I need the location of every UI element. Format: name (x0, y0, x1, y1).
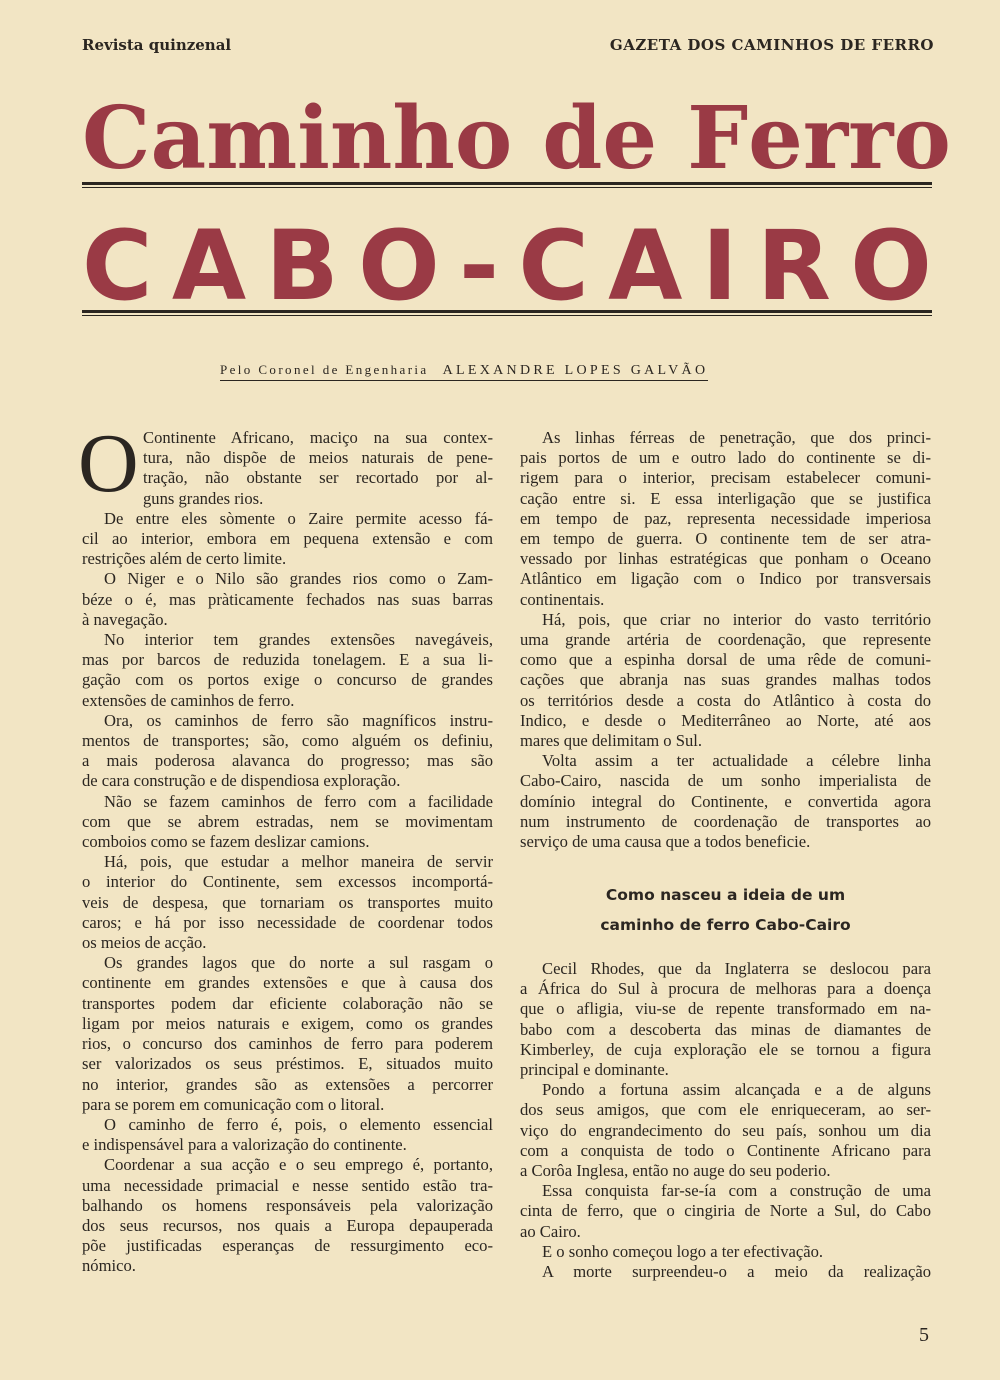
text-line: Não se fazem caminhos de ferro com a facilidade (104, 791, 493, 811)
text-line: o interior do Continente, sem excessos incomportá- (82, 872, 493, 892)
text-line: babo com a descoberta das minas de diamantes de (520, 1019, 931, 1039)
title-letter: O (358, 210, 440, 322)
text-line: Coordenar a sua acção e o seu emprego é, portanto, (104, 1155, 493, 1175)
text-line: veis de despesa, que tornariam os transportes muito (82, 892, 493, 912)
text-line: ligam por meios naturais e exigem, como os grandes (82, 1013, 493, 1033)
title-letter: o (893, 88, 951, 189)
text-line: para se porem em comunicação com o litoral. (82, 1094, 385, 1114)
title-letter: R (756, 210, 831, 322)
text-line: põe justificadas esperanças de ressurgimento eco- (82, 1236, 493, 1256)
text-line: rios, o concurso dos caminhos de ferro para poderem (82, 1034, 493, 1054)
text-line: mentos de transportes; são, como alguém os definiu, (82, 731, 493, 751)
text-line: Continente Africano, maciço na sua contex- (143, 428, 493, 447)
title-letter: d (542, 88, 603, 189)
title-letter: o (454, 88, 513, 189)
text-line: os territórios desde a costa do Atlântico à costa do (520, 690, 931, 710)
title-letter (657, 96, 687, 182)
byline-prefix: Pelo Coronel de Engenharia (220, 362, 429, 377)
title-rule-top (82, 182, 932, 188)
title-line-2 (82, 210, 932, 322)
text-line: Atlântico em ligação com o Indico por transversais (520, 569, 931, 589)
text-line: e indispensável para a valorização do continente. (82, 1135, 407, 1155)
byline-author: ALEXANDRE LOPES GALVÃO (442, 363, 709, 378)
title-letter: A (171, 210, 247, 322)
title-letter: i (297, 88, 330, 189)
title-letter: m (206, 88, 298, 189)
drop-cap: O (78, 417, 139, 510)
text-line: transportes podem dar eficiente colaboração não se (82, 993, 493, 1013)
text-line: dos seus recursos, nos quais a Europa depauperada (82, 1215, 493, 1235)
text-line: a África do Sul à procura de melhoras para a doença (520, 979, 931, 999)
text-line: cinta de ferro, que o cingiria de Norte a Sul, do Cabo (520, 1201, 931, 1221)
title-line-1 (82, 88, 951, 189)
text-line: em tempo de guerra. O continente tem de ser atra- (520, 529, 931, 549)
title-letter: C (82, 88, 151, 189)
running-header-left: Revista quinzenal (82, 36, 232, 54)
text-line: principal e dominante. (520, 1060, 669, 1080)
text-line: dos seus amigos, que com ele enriqueceram, ao ser- (520, 1100, 931, 1120)
section-heading-line-1: Como nasceu a ideia de um (605, 886, 846, 904)
title-letter: a (150, 88, 207, 189)
text-line: restrições além de certo limite. (82, 549, 287, 569)
title-letter: r (848, 88, 894, 189)
text-line: caros; e há por isso necessidade de coordenar todos (82, 912, 493, 932)
right-column-bottom (520, 959, 931, 1282)
text-line: pais portos de um e outro lado do continente se di- (520, 448, 931, 468)
text-line: a Corôa Inglesa, então no auge do seu poderio. (520, 1161, 831, 1181)
text-line: em tempo de paz, representa necessidade imperiosa (520, 508, 931, 528)
text-line: béze o é, mas pràticamente fechados nas suas barras (82, 589, 493, 609)
text-line: de cara construção e de dispendiosa exploração. (82, 771, 401, 791)
text-line: uma grande artéria de coordenação, que represente (520, 630, 931, 650)
text-line: Pondo a fortuna assim alcançada e a de alguns (542, 1080, 931, 1100)
text-line: Cecil Rhodes, que da Inglaterra se deslocou para (542, 959, 931, 978)
title-letter: C (82, 210, 153, 322)
title-letter: - (459, 210, 499, 322)
text-line: cações que abranja nas suas grandes malhas todos (520, 670, 931, 690)
right-column-body-2 (520, 959, 931, 1282)
text-line: mas por barcos de reduzida tonelagem. E a sua li- (82, 650, 493, 670)
text-line: continentais. (520, 589, 605, 609)
text-line: E o sonho começou logo a ter efectivação. (542, 1241, 824, 1261)
text-line: Cabo-Cairo, nascida de um sonho imperialista de (520, 771, 931, 791)
text-line: cil ao interior, embora em pequena extensão e com (82, 529, 493, 549)
text-line: De entre eles sòmente o Zaire permite acesso fá- (104, 508, 493, 528)
text-line: tura, não dispõe de meios naturais de pene- (143, 448, 493, 468)
text-line: como que a espinha dorsal de uma rêde de comuni- (520, 650, 931, 670)
text-line: ser valorizados os seus préstimos. E, situados muito (82, 1054, 493, 1074)
text-line: uma necessidade primacial e nesse sentido estão tra- (82, 1175, 493, 1195)
text-line: domínio integral do Continente, e convertida agora (520, 791, 931, 811)
title-letter: n (329, 88, 393, 189)
text-line: guns grandes rios. (143, 488, 264, 508)
text-line: tração, não obstante ser recortado por al- (143, 468, 493, 488)
text-line: vessado por linhas estratégicas que ponham o Oceano (520, 549, 931, 569)
section-heading-line-2: caminho de ferro Cabo-Cairo (600, 916, 851, 934)
text-line: Os grandes lagos que do norte a sul rasgam o (104, 953, 493, 973)
text-line: cação entre si. E essa interligação que se justifica (520, 488, 931, 508)
text-line: gação com os portos exige o concurso de grandes (82, 670, 493, 690)
text-line: As linhas férreas de penetração, que dos princi- (542, 428, 931, 447)
text-line: ao Cairo. (520, 1221, 581, 1241)
title-letter: F (687, 88, 749, 189)
text-line: Volta assim a ter actualidade a célebre linha (542, 751, 931, 771)
right-column-body (520, 428, 931, 852)
title-letter: O (850, 210, 932, 322)
title-letter: I (701, 210, 738, 322)
title-letter: e (602, 88, 658, 189)
text-line: no interior, grandes são as extensões a percorrer (82, 1074, 493, 1094)
text-line: O Niger e o Nilo são grandes rios como o Zam- (104, 569, 493, 589)
text-line: rigem para o interior, precisam estabelecer comuni- (520, 468, 931, 488)
title-letter: r (802, 88, 849, 189)
text-line: Há, pois, que estudar a melhor maneira de servir (104, 852, 493, 872)
running-header-right: GAZETA DOS CAMINHOS DE FERRO (609, 36, 934, 54)
text-line: continente em grandes extensões e que à causa dos (82, 973, 493, 993)
title-rule-bottom (82, 310, 932, 316)
title-letter: h (392, 88, 455, 189)
text-line: num instrumento de coordenação de transportes ao (520, 811, 931, 831)
text-line: Essa conquista far-se-ía com a construção de uma (542, 1181, 931, 1201)
title-letter: A (608, 210, 683, 322)
text-line: a mais poderosa alavanca do progresso; mas são (82, 751, 493, 771)
text-line: que o afligia, viu-se de repente transformado em na- (520, 999, 931, 1019)
title-letter: B (265, 210, 339, 322)
text-line: Kimberley, de cuja exploração ele se tornou a figura (520, 1039, 931, 1059)
text-line: comboios como se fazem deslizar camions. (82, 832, 370, 852)
text-line: Há, pois, que criar no interior do vasto território (542, 609, 931, 629)
text-line: A morte surpreendeu-o a meio da realização (542, 1262, 931, 1282)
left-column-body (82, 428, 493, 1277)
right-column-top (520, 428, 931, 852)
byline (220, 362, 708, 381)
text-line: Indico, e desde o Mediterrâneo ao Norte, até aos (520, 710, 931, 730)
text-line: à navegação. (82, 609, 168, 629)
text-line: O caminho de ferro é, pois, o elemento essencial (104, 1114, 493, 1134)
title-letter: C (518, 210, 589, 322)
text-line: com a conquista de todo o Continente Africano para (520, 1140, 931, 1160)
text-line: nómico. (82, 1256, 136, 1276)
page-number: 5 (919, 1324, 929, 1346)
text-line: No interior tem grandes extensões navegáveis, (104, 630, 493, 650)
text-line: serviço de uma causa que a todos beneficie. (520, 832, 811, 852)
text-line: mares que delimitam o Sul. (520, 731, 703, 751)
text-line: viço do engrandecimento do seu país, sonhou um dia (520, 1120, 931, 1140)
title-letter (512, 96, 542, 182)
text-line: extensões de caminhos de ferro. (82, 690, 295, 710)
left-column (78, 417, 493, 1277)
title-letter: e (748, 88, 803, 189)
text-line: Ora, os caminhos de ferro são magníficos instru- (104, 710, 493, 730)
text-line: com que se abrem estradas, nem se movimentam (82, 811, 493, 831)
text-line: os meios de acção. (82, 933, 207, 953)
text-line: balhando os homens responsáveis pela valorização (82, 1195, 493, 1215)
